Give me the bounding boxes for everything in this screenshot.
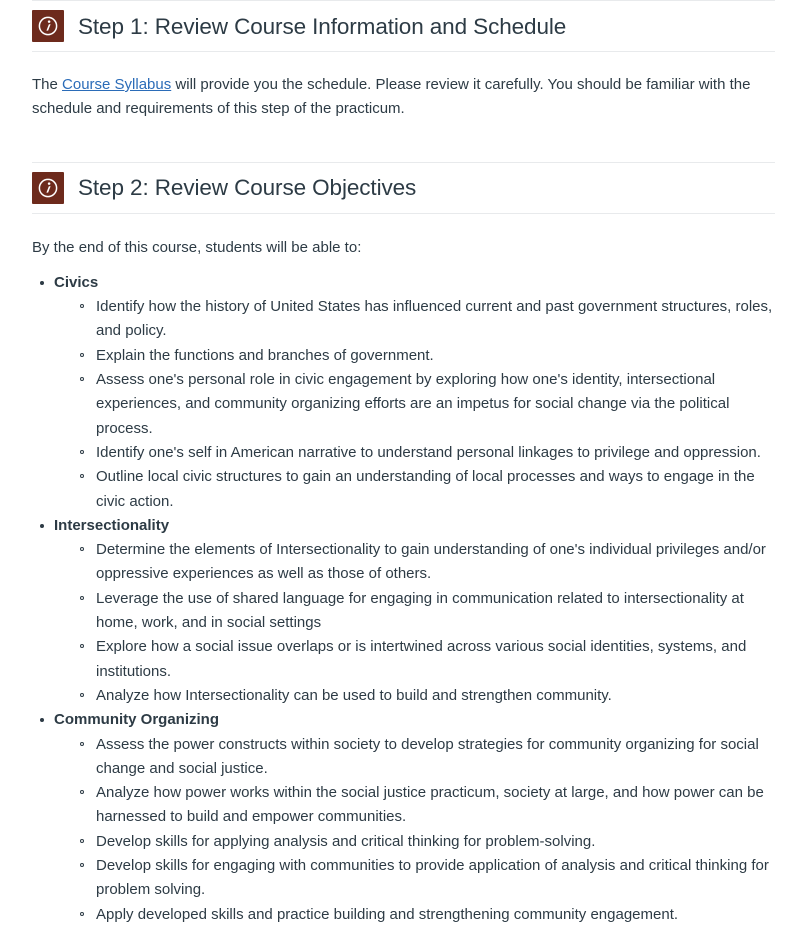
- list-item: Assess one's personal role in civic engagement by exploring how one's identity, intersectional experiences, and community organizing efforts are an impetus for social change via the political process.: [78, 368, 775, 441]
- list-item: Analyze how power works within the social justice practicum, society at large, and how power can be harnessed to build and empower communities.: [78, 781, 775, 830]
- objective-sublist-intersectionality: [54, 538, 775, 708]
- divider-bottom-step-1: [32, 51, 775, 52]
- list-item: Develop skills for applying analysis and critical thinking for problem-solving.: [78, 830, 775, 854]
- objective-sublist-civics: [54, 295, 775, 514]
- list-item: Identify how the history of United States has influenced current and past government structures, roles, and policy.: [78, 295, 775, 344]
- divider-bottom-step-2: [32, 213, 775, 214]
- paragraph-text-before-link: The: [32, 76, 63, 93]
- objective-sublist-community-organizing: [54, 733, 775, 927]
- list-item: Outline local civic structures to gain an understanding of local processes and ways to engage in the civic action.: [78, 465, 775, 514]
- list-item: Explain the functions and branches of government.: [78, 344, 775, 368]
- section-title: Step 2: Review Course Objectives: [78, 175, 417, 201]
- step-1-heading-row: [32, 1, 775, 51]
- step-1-heading-block: [32, 0, 775, 52]
- objective-group-intersectionality: [32, 514, 775, 708]
- page-title: Step 1: Review Course Information and Schedule: [78, 13, 567, 39]
- list-item: Determine the elements of Intersectionality to gain understanding of one's individual privileges and/or oppressive experiences as well as those of others.: [78, 538, 775, 587]
- page-content: [32, 0, 775, 927]
- objectives-list: [32, 271, 775, 927]
- step-2-heading-block: [32, 162, 775, 214]
- objective-group-community-organizing: [32, 708, 775, 927]
- objective-group-label: Intersectionality: [54, 514, 775, 538]
- info-icon: [32, 10, 64, 42]
- list-item: Identify one's self in American narrative to understand personal linkages to privilege and oppression.: [78, 441, 775, 465]
- paragraph-text-after-link: will provide you the schedule. Please review it carefully. You should be familiar with the schedule and requirements of this step of the practicum.: [32, 76, 751, 118]
- step-2-heading-row: [32, 163, 775, 213]
- list-item: Apply developed skills and practice building and strengthening community engagement.: [78, 903, 775, 927]
- list-item: Develop skills for engaging with communities to provide application of analysis and critical thinking for problem solving.: [78, 854, 775, 903]
- course-syllabus-link[interactable]: Course Syllabus: [62, 76, 172, 93]
- syllabus-paragraph: [32, 73, 775, 122]
- list-item: Leverage the use of shared language for engaging in communication related to intersectionality at home, work, and in social settings: [78, 587, 775, 636]
- objectives-intro: By the end of this course, students will be able to:: [32, 238, 362, 256]
- objective-group-label: Civics: [54, 271, 775, 295]
- list-item: Explore how a social issue overlaps or is intertwined across various social identities, systems, and institutions.: [78, 635, 775, 684]
- objective-group-label: Community Organizing: [54, 708, 775, 732]
- list-item: Assess the power constructs within society to develop strategies for community organizing for social change and social justice.: [78, 733, 775, 782]
- objective-group-civics: [32, 271, 775, 514]
- section-spacer: [32, 122, 775, 162]
- list-item: Analyze how Intersectionality can be used to build and strengthen community.: [78, 684, 775, 708]
- info-icon: [32, 172, 64, 204]
